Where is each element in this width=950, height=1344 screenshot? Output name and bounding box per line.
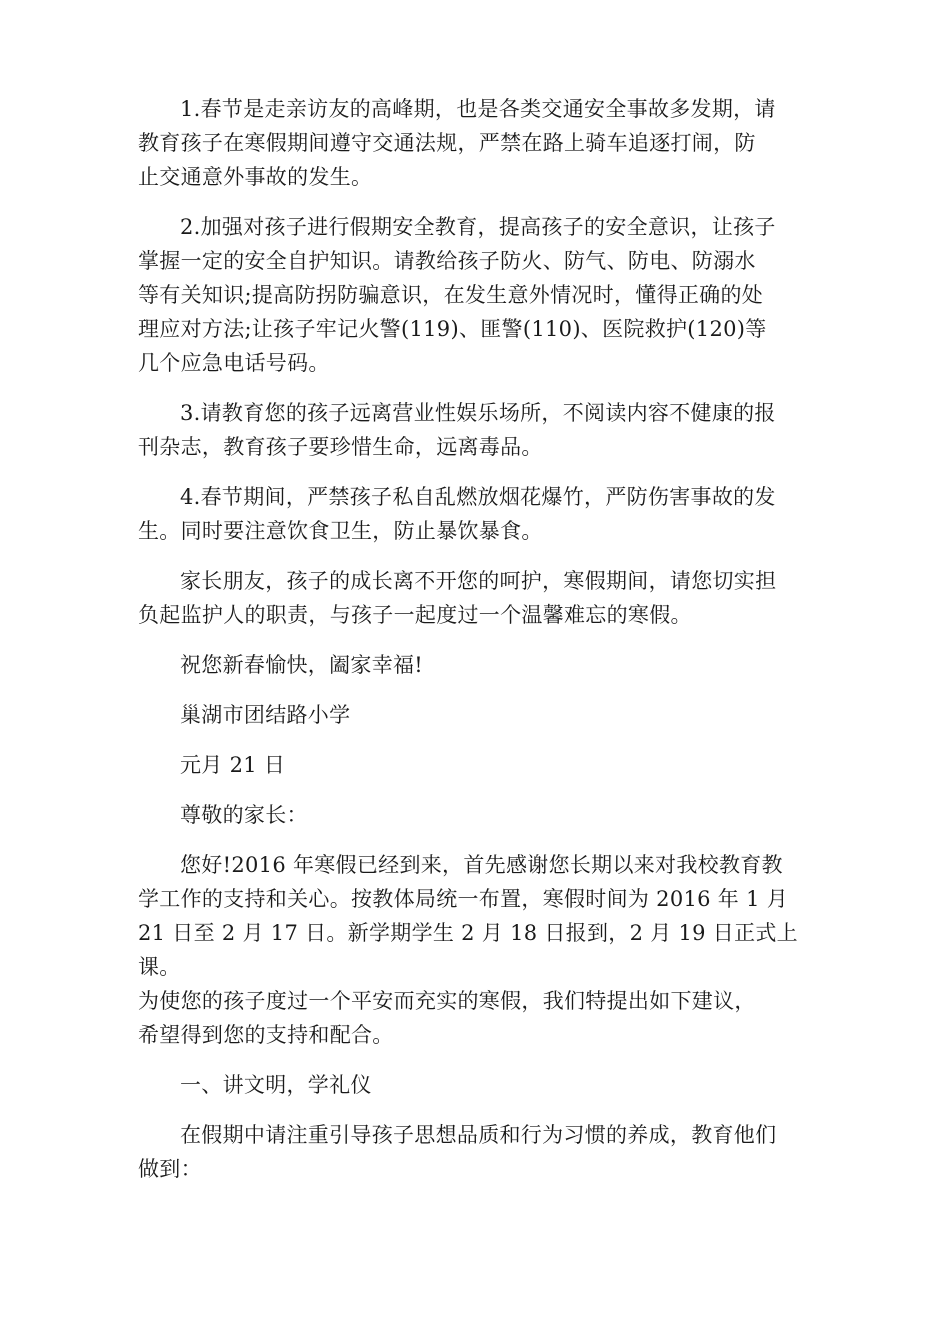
paragraph: [138, 396, 820, 464]
paragraph-line: 几个应急电话号码。: [138, 351, 330, 375]
paragraph-line: 一、讲文明，学礼仪: [180, 1073, 372, 1097]
paragraph: [138, 648, 820, 682]
paragraph-line: 掌握一定的安全自护知识。请教给孩子防火、防气、防电、防溺水: [138, 249, 756, 273]
paragraph: [138, 210, 820, 380]
paragraph-line: 希望得到您的支持和配合。: [138, 1023, 394, 1047]
paragraph: [138, 480, 820, 548]
paragraph-line: 止交通意外事故的发生。: [138, 165, 373, 189]
paragraph-line: 为使您的孩子度过一个平安而充实的寒假，我们特提出如下建议，: [138, 989, 756, 1013]
paragraph-line: 负起监护人的职责，与孩子一起度过一个温馨难忘的寒假。: [138, 603, 692, 627]
paragraph-line: 元月 21 日: [180, 753, 286, 777]
paragraph-line: 学工作的支持和关心。按教体局统一布置，寒假时间为 2016 年 1 月: [138, 887, 789, 911]
paragraph: [138, 1068, 820, 1102]
paragraph: [138, 564, 820, 632]
paragraph-line: 做到：: [138, 1157, 202, 1181]
paragraph-line: 等有关知识;提高防拐防骗意识，在发生意外情况时，懂得正确的处: [138, 283, 764, 307]
paragraph: [138, 1118, 820, 1186]
paragraph-line: 您好!2016 年寒假已经到来，首先感谢您长期以来对我校教育教: [180, 853, 783, 877]
paragraph-line: 3.请教育您的孩子远离营业性娱乐场所，不阅读内容不健康的报: [180, 401, 776, 425]
paragraph-line: 祝您新春愉快，阖家幸福!: [180, 653, 424, 677]
paragraph-line: 4.春节期间，严禁孩子私自乱燃放烟花爆竹，严防伤害事故的发: [180, 485, 776, 509]
paragraph: [138, 748, 820, 782]
paragraph-line: 教育孩子在寒假期间遵守交通法规，严禁在路上骑车追逐打闹，防: [138, 131, 756, 155]
paragraph-line: 巢湖市团结路小学: [180, 703, 351, 727]
document-body: [138, 92, 820, 1202]
paragraph-line: 生。同时要注意饮食卫生，防止暴饮暴食。: [138, 519, 543, 543]
paragraph-line: 家长朋友，孩子的成长离不开您的呵护，寒假期间，请您切实担: [180, 569, 777, 593]
paragraph: [138, 92, 820, 194]
paragraph-line: 刊杂志，教育孩子要珍惜生命，远离毒品。: [138, 435, 543, 459]
paragraph: [138, 698, 820, 732]
paragraph: [138, 848, 820, 1052]
paragraph-line: 2.加强对孩子进行假期安全教育，提高孩子的安全意识，让孩子: [180, 215, 776, 239]
paragraph-line: 21 日至 2 月 17 日。新学期学生 2 月 18 日报到，2 月 19 日正式上课。: [138, 921, 798, 979]
paragraph-line: 在假期中请注重引导孩子思想品质和行为习惯的养成，教育他们: [180, 1123, 777, 1147]
paragraph-line: 尊敬的家长：: [180, 803, 308, 827]
paragraph-line: 1.春节是走亲访友的高峰期，也是各类交通安全事故多发期，请: [180, 97, 776, 121]
paragraph-line: 理应对方法;让孩子牢记火警(119)、匪警(110)、医院救护(120)等: [138, 317, 767, 341]
paragraph: [138, 798, 820, 832]
